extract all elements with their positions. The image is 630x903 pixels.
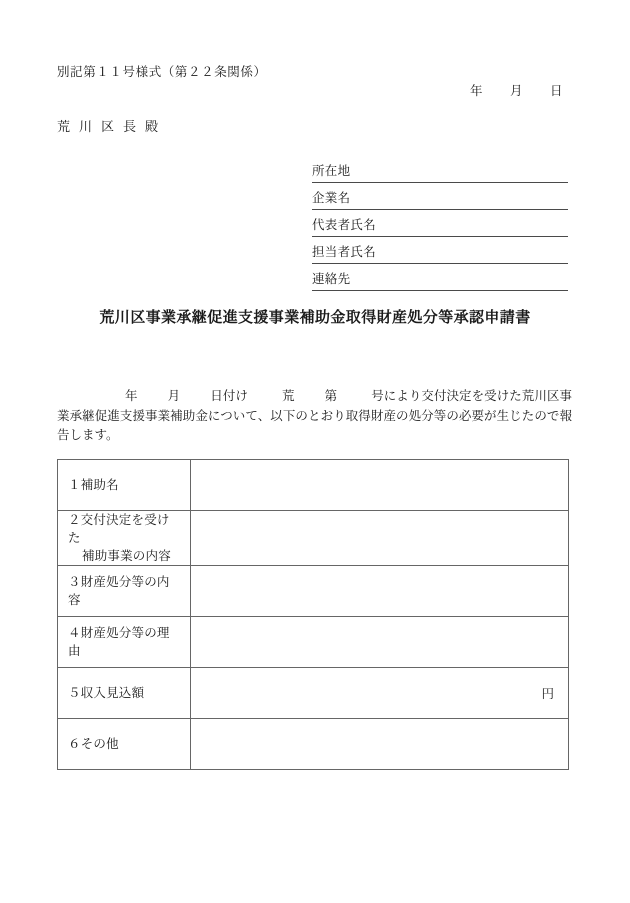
row-label-main: ５収入見込額: [68, 685, 145, 700]
row-value[interactable]: [191, 511, 569, 566]
date-line: [470, 81, 562, 99]
row-label-main: １補助名: [68, 477, 119, 492]
row-label: [58, 511, 191, 566]
applicant-field-label: 所在地: [312, 163, 351, 178]
table-row: [58, 511, 569, 566]
applicant-field-label: 代表者氏名: [312, 217, 377, 232]
row-value[interactable]: [191, 617, 569, 668]
date-day-label: 日: [549, 83, 563, 98]
body-day-label: 日付け: [210, 388, 248, 403]
applicant-field-location[interactable]: [312, 156, 568, 183]
form-code: 別記第１１号様式（第２２条関係）: [57, 64, 267, 79]
body-text: 号により交付決定を受けた荒川区事業承継促進支援事業補助金について、以下のとおり取得財産の処分等の必要が生じたので報告します。: [57, 388, 572, 442]
row-label: [58, 719, 191, 770]
row-label: [58, 668, 191, 719]
row-label-main: ４財産処分等の理由: [68, 625, 170, 658]
body-paragraph: [57, 386, 572, 445]
table-row: [58, 566, 569, 617]
row-label: [58, 566, 191, 617]
row-label: [58, 617, 191, 668]
applicant-field-contact-person[interactable]: [312, 237, 568, 264]
applicant-field-label: 企業名: [312, 190, 351, 205]
table-row: [58, 668, 569, 719]
row-value[interactable]: [191, 668, 569, 719]
applicant-field-representative[interactable]: [312, 210, 568, 237]
addressee: 荒川区長殿: [57, 120, 168, 135]
table-row: [58, 617, 569, 668]
table-row: [58, 460, 569, 511]
application-table: [57, 459, 569, 770]
row-value[interactable]: [191, 719, 569, 770]
applicant-field-label: 担当者氏名: [312, 244, 377, 259]
body-month-label: 月: [167, 388, 181, 403]
date-year-label: 年: [470, 83, 483, 98]
body-number-label: 第: [324, 388, 338, 403]
row-value[interactable]: [191, 460, 569, 511]
row-label-sub: 補助事業の内容: [82, 548, 171, 563]
page-title: 荒川区事業承継促進支援事業補助金取得財産処分等承認申請書: [99, 308, 531, 326]
body-year-label: 年: [125, 388, 138, 403]
row-unit: 円: [541, 686, 554, 701]
applicant-field-contact-info[interactable]: [312, 264, 568, 291]
date-month-label: 月: [509, 83, 523, 98]
row-value[interactable]: [191, 566, 569, 617]
row-label-main: ２交付決定を受けた: [68, 512, 170, 545]
table-row: [58, 719, 569, 770]
applicant-block: [312, 156, 568, 291]
row-label-main: ６その他: [68, 736, 119, 751]
applicant-field-company[interactable]: [312, 183, 568, 210]
row-label-main: ３財産処分等の内容: [68, 574, 170, 607]
applicant-field-label: 連絡先: [312, 271, 351, 286]
row-label: [58, 460, 191, 511]
body-doc-prefix: 荒: [281, 388, 295, 403]
